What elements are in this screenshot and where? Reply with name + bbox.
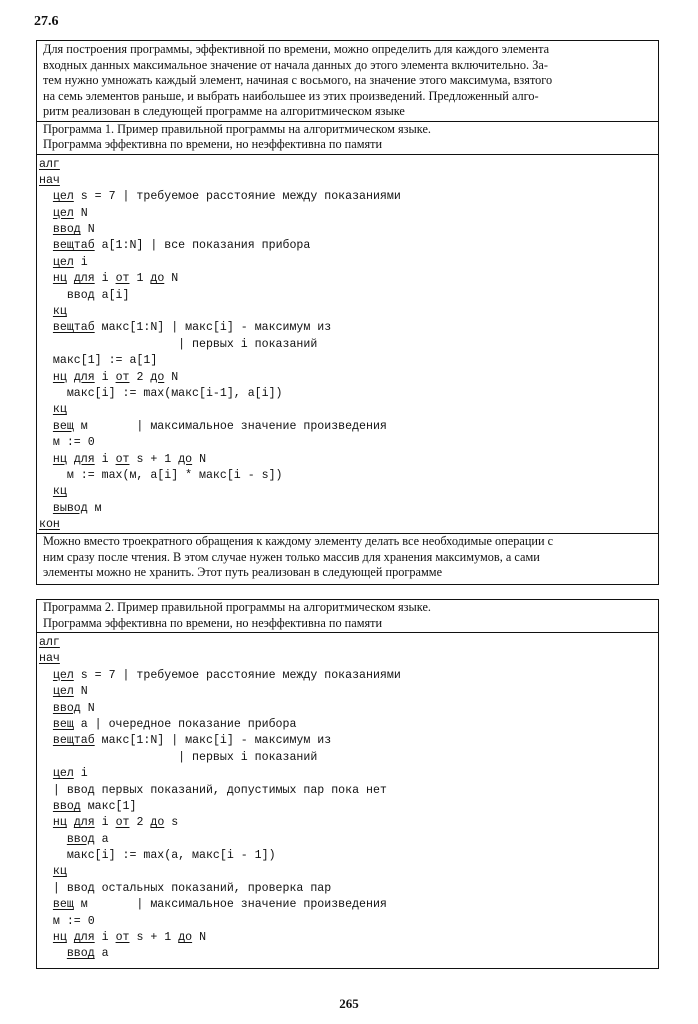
text-line: Программа 1. Пример правильной программы на алгоритмическом языке.: [43, 121, 432, 136]
code-line: [39, 799, 658, 815]
code-text: [39, 207, 53, 220]
code-text: | первых i показаний: [39, 337, 318, 351]
code-text: a: [94, 832, 109, 846]
code-keyword: кц: [52, 865, 67, 879]
code-line: [39, 435, 658, 451]
page-number: 265: [339, 996, 359, 1011]
code-text: N: [73, 206, 88, 220]
code-line: [39, 684, 658, 700]
code-keyword: ввод: [52, 223, 81, 237]
code-text: N: [164, 272, 179, 286]
code-text: [39, 502, 53, 515]
code-line: [39, 206, 658, 222]
code-keyword: до: [178, 452, 193, 466]
text-line: входных данных максимальное значение от начала данных до этого элемента включительно. За-: [43, 57, 548, 72]
code-line: [39, 914, 658, 930]
code-text: [39, 272, 53, 285]
code-keyword: от: [115, 370, 130, 384]
program-2-code: [37, 633, 658, 963]
code-keyword: кц: [52, 403, 67, 417]
code-keyword: кц: [52, 485, 67, 499]
code-keyword: для: [73, 931, 95, 945]
code-text: i: [94, 816, 116, 830]
code-text: [39, 800, 53, 813]
text-line: ритм реализован в следующей программе на алгоритмическом языке: [43, 104, 405, 118]
code-keyword: цел: [52, 767, 74, 781]
text-line: Программа 2. Пример правильной программы на алгоритмическом языке.: [43, 600, 432, 614]
code-line: [39, 304, 658, 320]
code-keyword: вещ: [52, 419, 74, 433]
code-keyword: для: [73, 370, 95, 384]
text-line: элементы можно не хранить. Этот путь реализован в следующей программе: [43, 565, 443, 580]
text-line: Программа эффективна по времени, но неэффективна по памяти: [43, 137, 383, 151]
code-text: [67, 272, 74, 285]
code-keyword: вещтаб: [52, 321, 95, 335]
code-keyword: до: [150, 272, 165, 286]
code-text: | первых i показаний: [39, 750, 318, 764]
code-text: a: [94, 947, 109, 961]
code-text: [67, 931, 74, 944]
code-text: [39, 734, 53, 747]
code-line: [39, 255, 658, 271]
code-line: [39, 173, 658, 189]
code-text: м := 0: [39, 436, 95, 450]
code-line: [39, 189, 658, 205]
code-text: м | максимальное значение произведения: [73, 898, 387, 912]
code-line: [39, 881, 658, 897]
code-text: [39, 190, 53, 203]
code-text: [39, 321, 53, 334]
code-text: [39, 239, 53, 252]
code-line: [39, 864, 658, 880]
code-keyword: для: [73, 816, 95, 830]
code-line: [39, 783, 658, 799]
code-text: [39, 816, 53, 829]
code-keyword: для: [73, 272, 95, 286]
code-text: N: [164, 370, 179, 384]
code-line: [39, 668, 658, 684]
code-text: [39, 305, 53, 318]
code-keyword: цел: [52, 255, 74, 269]
code-text: a[1:N] | все показания прибора: [94, 239, 311, 253]
code-line: [39, 946, 658, 962]
code-text: i: [73, 767, 88, 781]
code-text: макс[1:N] | макс[i] - максимум из: [94, 321, 332, 335]
code-line: [39, 484, 658, 500]
note-paragraph: [37, 534, 658, 582]
code-text: [39, 685, 53, 698]
intro-paragraph: [37, 41, 658, 122]
code-text: | ввод остальных показаний, проверка пар: [39, 881, 332, 895]
code-text: s = 7 | требуемое расстояние между показаниями: [73, 668, 401, 682]
code-text: [39, 371, 53, 384]
code-text: i: [73, 255, 88, 269]
code-text: [67, 453, 74, 466]
code-text: N: [80, 701, 95, 715]
code-keyword: вывод: [52, 501, 88, 515]
code-line: [39, 897, 658, 913]
text-line: Программа эффективна по времени, но неэффективна по памяти: [43, 615, 383, 630]
code-text: s: [164, 816, 179, 830]
code-text: [39, 420, 53, 433]
code-line: [39, 320, 658, 336]
code-text: i: [94, 370, 116, 384]
code-keyword: для: [73, 452, 95, 466]
code-text: a | очередное показание прибора: [73, 717, 297, 731]
text-line: Можно вместо троекратного обращения к каждому элементу делать все необходимые операции с: [43, 534, 554, 549]
solution-box-1: [36, 40, 659, 585]
code-text: [39, 669, 53, 682]
code-line: [39, 238, 658, 254]
code-line: [39, 501, 658, 517]
code-keyword: ввод: [66, 947, 95, 961]
code-line: [39, 750, 658, 766]
code-text: м := 0: [39, 914, 95, 928]
code-keyword: цел: [52, 685, 74, 699]
code-keyword: ввод: [52, 799, 81, 813]
code-keyword: от: [115, 272, 130, 286]
code-text: s + 1: [129, 931, 179, 945]
text-line: тем нужно умножать каждый элемент, начиная с восьмого, на значение этого максимума, взятого: [43, 73, 553, 87]
code-line: [39, 517, 658, 533]
code-line: [39, 419, 658, 435]
code-line: [39, 468, 658, 484]
code-text: N: [192, 452, 207, 466]
code-line: [39, 717, 658, 733]
code-line: [39, 288, 658, 304]
code-text: [67, 371, 74, 384]
code-keyword: цел: [52, 190, 74, 204]
text-line: ним сразу после чтения. В этом случае нужен только массив для хранения максимумов, а сами: [43, 549, 540, 564]
code-text: 1: [129, 272, 151, 286]
text-line: на семь элементов раньше, и выбрать наибольшее из этих произведений. Предложенный алго-: [43, 88, 539, 103]
code-text: [39, 485, 53, 498]
code-line: [39, 157, 658, 173]
code-line: [39, 930, 658, 946]
code-keyword: ввод: [52, 701, 81, 715]
code-text: N: [80, 223, 95, 237]
code-line: [39, 452, 658, 468]
code-line: [39, 353, 658, 369]
code-keyword: нц: [52, 272, 67, 286]
code-keyword: вещ: [52, 898, 74, 912]
code-text: м := max(м, a[i] * макс[i - s]): [39, 468, 283, 482]
code-line: [39, 635, 658, 651]
code-line: [39, 222, 658, 238]
code-text: [39, 865, 53, 878]
program-1-title: [37, 122, 658, 155]
code-text: макс[1:N] | макс[i] - максимум из: [94, 734, 332, 748]
code-text: макс[1]: [80, 799, 137, 813]
code-keyword: цел: [52, 206, 74, 220]
code-keyword: кц: [52, 305, 67, 319]
code-keyword: ввод: [66, 832, 95, 846]
code-line: [39, 651, 658, 667]
code-keyword: до: [150, 816, 165, 830]
code-keyword: кон: [39, 518, 60, 532]
code-text: [39, 702, 53, 715]
code-keyword: нц: [52, 370, 67, 384]
code-line: [39, 337, 658, 353]
code-keyword: нц: [52, 816, 67, 830]
code-text: [39, 931, 53, 944]
code-text: [39, 947, 67, 960]
code-text: [39, 898, 53, 911]
code-keyword: вещтаб: [52, 734, 95, 748]
code-line: [39, 271, 658, 287]
code-keyword: нач: [39, 652, 60, 666]
code-text: ввод a[i]: [39, 288, 130, 302]
code-text: N: [73, 685, 88, 699]
code-text: макс[1] := a[1]: [39, 354, 158, 368]
code-text: 2: [129, 816, 151, 830]
code-keyword: от: [115, 452, 130, 466]
code-line: [39, 701, 658, 717]
code-text: [39, 453, 53, 466]
code-keyword: нц: [52, 931, 67, 945]
code-text: i: [94, 272, 116, 286]
code-line: [39, 370, 658, 386]
code-keyword: вещ: [52, 717, 74, 731]
code-keyword: до: [178, 931, 193, 945]
code-text: [67, 816, 74, 829]
code-keyword: от: [115, 931, 130, 945]
code-line: [39, 733, 658, 749]
code-line: [39, 832, 658, 848]
code-keyword: алг: [39, 636, 60, 649]
code-keyword: нц: [52, 452, 67, 466]
code-keyword: нач: [39, 173, 60, 187]
code-text: s + 1: [129, 452, 179, 466]
code-line: [39, 815, 658, 831]
code-text: макс[i] := max(макс[i-1], a[i]): [39, 386, 283, 400]
section-number: 27.6: [34, 14, 59, 29]
program-2-title: [37, 600, 658, 633]
code-text: м: [87, 501, 102, 515]
code-text: макс[i] := max(a, макс[i - 1]): [39, 849, 276, 863]
code-text: | ввод первых показаний, допустимых пар пока нет: [39, 783, 387, 797]
code-line: [39, 386, 658, 402]
code-text: i: [94, 452, 116, 466]
code-line: [39, 402, 658, 418]
code-text: s = 7 | требуемое расстояние между показаниями: [73, 190, 401, 204]
code-text: [39, 403, 53, 416]
code-text: [39, 833, 67, 846]
text-line: Для построения программы, эффективной по времени, можно определить для каждого элемента: [43, 42, 550, 56]
code-text: i: [94, 931, 116, 945]
code-keyword: цел: [52, 668, 74, 682]
code-keyword: от: [115, 816, 130, 830]
code-text: м | максимальное значение произведения: [73, 419, 387, 433]
code-keyword: до: [150, 370, 165, 384]
code-line: [39, 766, 658, 782]
code-line: [39, 848, 658, 864]
code-text: [39, 718, 53, 731]
code-text: N: [192, 931, 207, 945]
code-text: [39, 223, 53, 236]
code-text: 2: [129, 370, 151, 384]
solution-box-2: [36, 599, 659, 969]
code-keyword: алг: [39, 157, 60, 171]
code-text: [39, 256, 53, 269]
program-1-code: [37, 155, 658, 535]
code-keyword: вещтаб: [52, 239, 95, 253]
code-text: [39, 767, 53, 780]
